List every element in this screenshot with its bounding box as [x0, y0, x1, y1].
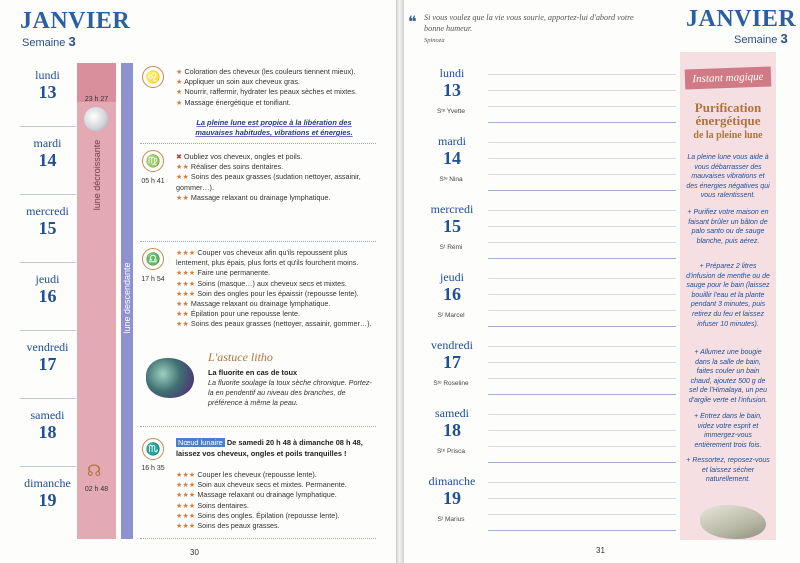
lunar-node-note: Nœud lunaire De samedi 20 h 48 à dimanche 08 h 48, laissez vos cheveux, ongles et poils tranquilles ! — [176, 438, 363, 458]
day-wednesday-right: mercredi 15 — [430, 202, 474, 236]
writing-line — [488, 210, 676, 211]
saint-sunday: Sᵗ Marius — [437, 516, 465, 523]
saint-wednesday: Sᵗ Rémi — [439, 244, 463, 251]
writing-line — [488, 446, 676, 447]
writing-line — [488, 394, 676, 395]
writing-line — [488, 158, 676, 159]
sidebar-step-2: + Préparez 2 litres d'infusion de menthe ou de sauge pour le bain (laissez bouillir l'eau et la plante pendant 3 minutes, puis retirez du feu et laissez infuser 10 minutes). — [686, 263, 770, 328]
writing-line — [488, 326, 676, 327]
page-number-left: 30 — [190, 548, 199, 557]
sidebar-step-4: + Entrez dans le bain, videz votre esprit et immergez-vous entièrement trois fois. — [694, 413, 762, 449]
writing-line — [488, 346, 676, 347]
writing-line — [488, 362, 676, 363]
day-sunday-right: dimanche 19 — [428, 474, 476, 508]
writing-line — [488, 430, 676, 431]
writing-line — [488, 310, 676, 311]
block4-time: 16 h 35 — [141, 465, 165, 472]
block3-time: 17 h 54 — [141, 276, 165, 283]
lune-descendante-label: lune descendante — [122, 262, 132, 334]
writing-line — [488, 174, 676, 175]
saint-monday: Sᵗᵉ Yvette — [437, 108, 465, 115]
writing-line — [488, 530, 676, 531]
day-monday: lundi 13 — [35, 68, 60, 102]
day-thursday: jeudi 16 — [35, 272, 60, 306]
day-saturday: samedi 18 — [30, 408, 65, 442]
instant-magique-badge: Instant magique — [685, 67, 772, 90]
node-badge: Nœud lunaire — [178, 438, 223, 447]
writing-line — [488, 90, 676, 91]
astuce-subtitle: La fluorite en cas de toux — [208, 368, 298, 377]
astuce-text: La fluorite soulage la toux sèche chronique. Portez-la en pendentif au niveau des branches, de préférence à même la peau. — [208, 378, 372, 407]
lunar-node-icon: ☊ — [87, 463, 102, 480]
quote-mark-icon: ❝ — [408, 14, 417, 31]
full-moon-note: La pleine lune est propice à la libération des mauvaises habitudes, vibrations et énergies. — [195, 118, 353, 137]
writing-line — [488, 142, 676, 143]
writing-line — [488, 498, 676, 499]
writing-line — [488, 74, 676, 75]
month-title: JANVIER — [20, 8, 131, 34]
writing-line — [488, 414, 676, 415]
quote-text: Si vous voulez que la vie vous sourie, apportez-lui d'abord votre bonne humeur. Spinoza — [424, 13, 634, 44]
writing-line — [488, 278, 676, 279]
writing-line — [488, 226, 676, 227]
writing-line — [488, 106, 676, 107]
block2-tips: ✖ Oubliez vos cheveux, ongles et poils. ★★ Réaliser des soins dentaires. ★★ Soins des peaux grasses (sudation nettoyer, assainir, gommer…). ★★ Massage relaxant ou drainage lymphatique. — [176, 152, 361, 202]
day-sunday: dimanche 19 — [24, 476, 71, 510]
day-wednesday: mercredi 15 — [26, 204, 69, 238]
writing-line — [488, 378, 676, 379]
left-page — [0, 0, 396, 563]
writing-line — [488, 294, 676, 295]
book-gutter — [396, 0, 404, 563]
writing-line — [488, 258, 676, 259]
saint-tuesday: Sᵗᵉ Nina — [439, 176, 463, 183]
saint-friday: Sᵗᵉ Roseline — [433, 380, 469, 387]
writing-line — [488, 462, 676, 463]
writing-line — [488, 122, 676, 123]
block3-tips: ★★★ Couper vos cheveux afin qu'ils repoussent plus lentement, plus épais, plus forts et qu'ils fourchent moins. ★★★ Faire une permanente. ★★★ Soins (masque…) aux cheveux secs et mixtes. ★★★ Soin des ongles pour les épaissir (repousse lente). ★★ Massage relaxant ou drainage lymphatique. ★★ Épilation pour une repousse lente. ★★ Soins des peaux grasses (nettoyer, assainir, gommer…). — [176, 248, 372, 329]
day-friday: vendredi 17 — [26, 340, 69, 374]
astuce-title: L'astuce litho — [208, 350, 273, 364]
zodiac-scorpio-icon: ♏ — [142, 438, 164, 460]
full-moon-icon — [84, 107, 108, 131]
writing-line — [488, 190, 676, 191]
week-label-right: Semaine 3 — [734, 31, 788, 46]
sidebar-intro: La pleine lune vous aide à vous débarrasser des mauvaises vibrations et des énergies négatives qui vous ralentissent. — [686, 154, 770, 200]
block4-tips: ★★★ Couper les cheveux (repousse lente). ★★★ Soin aux cheveux secs et mixtes. Permanente. ★★★ Massage relaxant ou drainage lymphatique. ★★★ Soins dentaires. ★★★ Soins des ongles. Épilation (repousse lente). ★★★ Soins des peaux grasses. — [176, 470, 347, 531]
writing-line — [488, 482, 676, 483]
zodiac-libra-icon: ♎ — [142, 248, 164, 270]
node-time: 02 h 48 — [84, 486, 109, 493]
sidebar-step-5: + Ressortez, reposez-vous et laissez sécher naturellement. — [686, 457, 770, 484]
sidebar-step-1: + Purifiez votre maison en faisant brûler un bâton de palo santo ou de sauge blanche, puis aérez. — [687, 209, 769, 245]
lune-decroissante-label: lune décroissante — [92, 139, 102, 211]
saint-thursday: Sᵗ Marcel — [437, 312, 465, 319]
fluorite-stone-image — [146, 358, 194, 398]
block2-time: 05 h 41 — [141, 178, 165, 185]
sidebar-step-3: + Allumez une bougie dans la salle de bain, faites couler un bain chaud, ajoutez 500 g de sel de l'Himalaya, un peu d'argile verte et l'infusion. — [688, 349, 768, 404]
writing-line — [488, 242, 676, 243]
block1-tips: ★ Coloration des cheveux (les couleurs tiennent mieux). ★ Appliquer un soin aux cheveux gras. ★ Nourrir, raffermir, hydrater les peaux sèches et mixtes. ★ Massage énergétique et tonifiant. — [176, 67, 357, 107]
day-thursday-right: jeudi 16 — [440, 270, 464, 304]
day-friday-right: vendredi 17 — [431, 338, 473, 372]
sidebar-title: Purification énergétique de la pleine lune — [693, 100, 763, 141]
day-saturday-right: samedi 18 — [435, 406, 469, 440]
month-title-right: JANVIER — [686, 6, 797, 32]
zodiac-leo-icon: ♌ — [142, 66, 164, 88]
day-monday-right: lundi 13 — [439, 66, 465, 100]
day-tuesday: mardi 14 — [33, 136, 62, 170]
page-number-right: 31 — [596, 546, 605, 555]
saint-saturday: Sᵗᵉ Prisca — [436, 448, 466, 455]
day-tuesday-right: mardi 14 — [438, 134, 466, 168]
week-label: Semaine 3 — [22, 34, 76, 49]
writing-line — [488, 514, 676, 515]
zodiac-virgo-icon: ♍ — [142, 150, 164, 172]
moon-time: 23 h 27 — [84, 96, 109, 103]
